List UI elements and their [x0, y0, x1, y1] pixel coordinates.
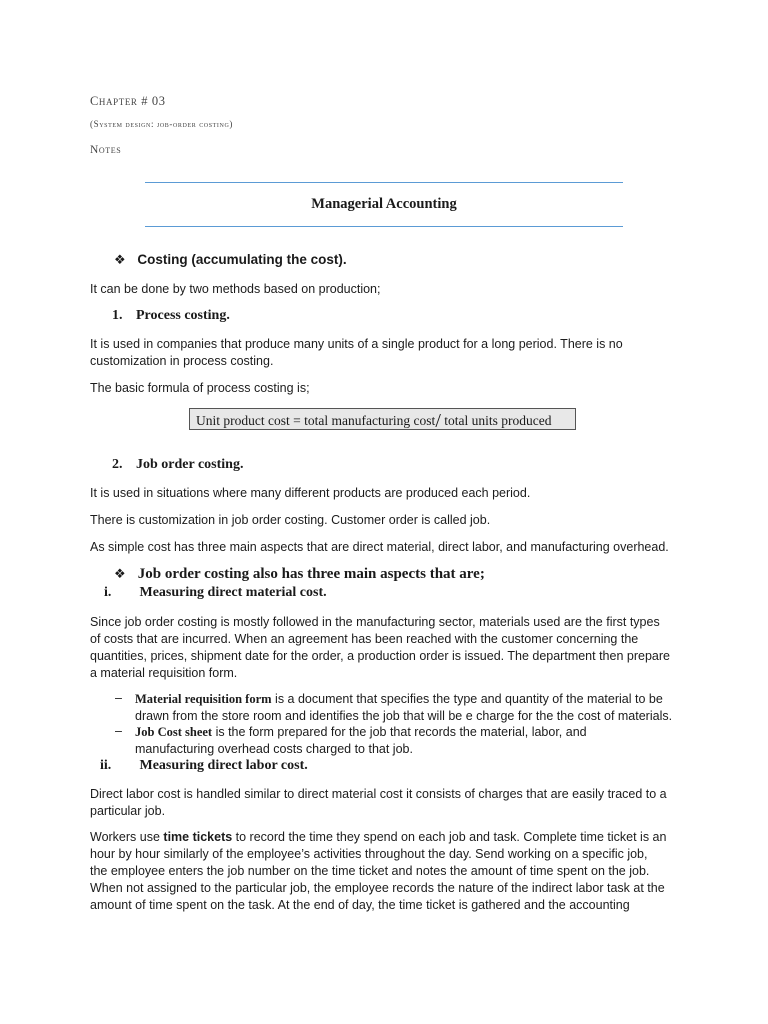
- dash-bullet: –: [115, 691, 122, 705]
- labor-heading: [100, 758, 308, 774]
- job-number: 2.: [112, 457, 123, 472]
- costing-intro: It can be done by two methods based on production;: [90, 282, 381, 296]
- bullet-rest: is the form prepared for the job that records the material, labor, and: [212, 725, 587, 739]
- labor-para1-line2: particular job.: [90, 804, 166, 818]
- job-heading-text: Job order costing.: [136, 457, 244, 472]
- labor-para2-start: Workers use: [90, 830, 164, 844]
- material-line: quantities, prices, shipment date for the order, a production order is issued. The department then prepare: [90, 649, 670, 663]
- aspects-heading-text: Job order costing also has three main aspects that are;: [137, 566, 485, 582]
- material-line: Since job order costing is mostly followed in the manufacturing sector, materials used are the first types: [90, 615, 660, 629]
- bullet-line: [135, 691, 663, 708]
- job-heading: [112, 457, 243, 473]
- chapter-label: Chapter # 03: [90, 94, 166, 108]
- job-para1: It is used in situations where many different products are produced each period.: [90, 486, 531, 500]
- labor-para2-line: hour by hour similarly of the employee’s activities throughout the day. Send working on a specific job,: [90, 847, 648, 861]
- page-title: Managerial Accounting: [311, 196, 457, 212]
- title-rule-bottom: [145, 226, 623, 227]
- process-number: 1.: [112, 308, 123, 323]
- dash-bullet: –: [115, 724, 122, 738]
- material-line: a material requisition form.: [90, 666, 238, 680]
- diamond-bullet-icon: ❖: [114, 566, 126, 581]
- job-para3: As simple cost has three main aspects that are direct material, direct labor, and manufacturing overhead.: [90, 540, 669, 554]
- formula-right: total units produced: [440, 413, 552, 428]
- formula-slash: /: [435, 410, 441, 432]
- formula-left: Unit product cost = total manufacturing cost: [196, 413, 436, 428]
- labor-para2-line: the employee enters the job number on the time ticket and notes the amount of time spent on the job.: [90, 864, 650, 878]
- chapter-subtitle: (System design: job-order costing): [90, 119, 233, 129]
- job-para2: There is customization in job order costing. Customer order is called job.: [90, 513, 491, 527]
- time-tickets-term: time tickets: [163, 830, 233, 844]
- bullet-rest: is a document that specifies the type and quantity of the material to be: [271, 692, 663, 706]
- formula-box: [189, 408, 576, 430]
- bullet-term: Job Cost sheet: [135, 725, 213, 739]
- material-heading-text: Measuring direct material cost.: [139, 585, 327, 600]
- material-number: i.: [104, 585, 112, 600]
- labor-para1-line1: Direct labor cost is handled similar to direct material cost it consists of charges that are easily traced to a: [90, 787, 667, 801]
- diamond-bullet-icon: ❖: [114, 252, 126, 267]
- bullet-line: manufacturing overhead costs charged to that job.: [135, 742, 413, 756]
- labor-para2-line: [90, 829, 666, 846]
- notes-label: Notes: [90, 144, 122, 156]
- process-heading-text: Process costing.: [136, 308, 230, 323]
- process-heading: [112, 308, 230, 324]
- process-para-line1: It is used in companies that produce many units of a single product for a long period. There is no: [90, 337, 623, 351]
- bullet-line: [135, 724, 587, 741]
- formula-intro: The basic formula of process costing is;: [90, 381, 310, 395]
- labor-heading-text: Measuring direct labor cost.: [139, 758, 308, 773]
- labor-para2-line: amount of time spent on the task. At the end of day, the time ticket is gathered and the accounting: [90, 898, 630, 912]
- labor-number: ii.: [100, 758, 112, 773]
- labor-para2-line: When not assigned to the particular job, the employee records the nature of the indirect labor task at the: [90, 881, 665, 895]
- costing-heading: [114, 252, 347, 268]
- title-rule-top: [145, 182, 623, 183]
- material-line: of costs that are incurred. When an agreement has been reached with the customer concerning the: [90, 632, 639, 646]
- material-heading: [104, 585, 327, 601]
- costing-heading-text: Costing (accumulating the cost).: [137, 252, 347, 267]
- process-para-line2: customization in process costing.: [90, 354, 274, 368]
- bullet-term: Material requisition form: [135, 692, 272, 706]
- aspects-heading: [114, 566, 485, 583]
- labor-para2-rest: to record the time they spend on each job and task. Complete time ticket is an: [232, 830, 667, 844]
- bullet-line: drawn from the store room and identifies the job that will be e charge for the the cost of materials.: [135, 709, 673, 723]
